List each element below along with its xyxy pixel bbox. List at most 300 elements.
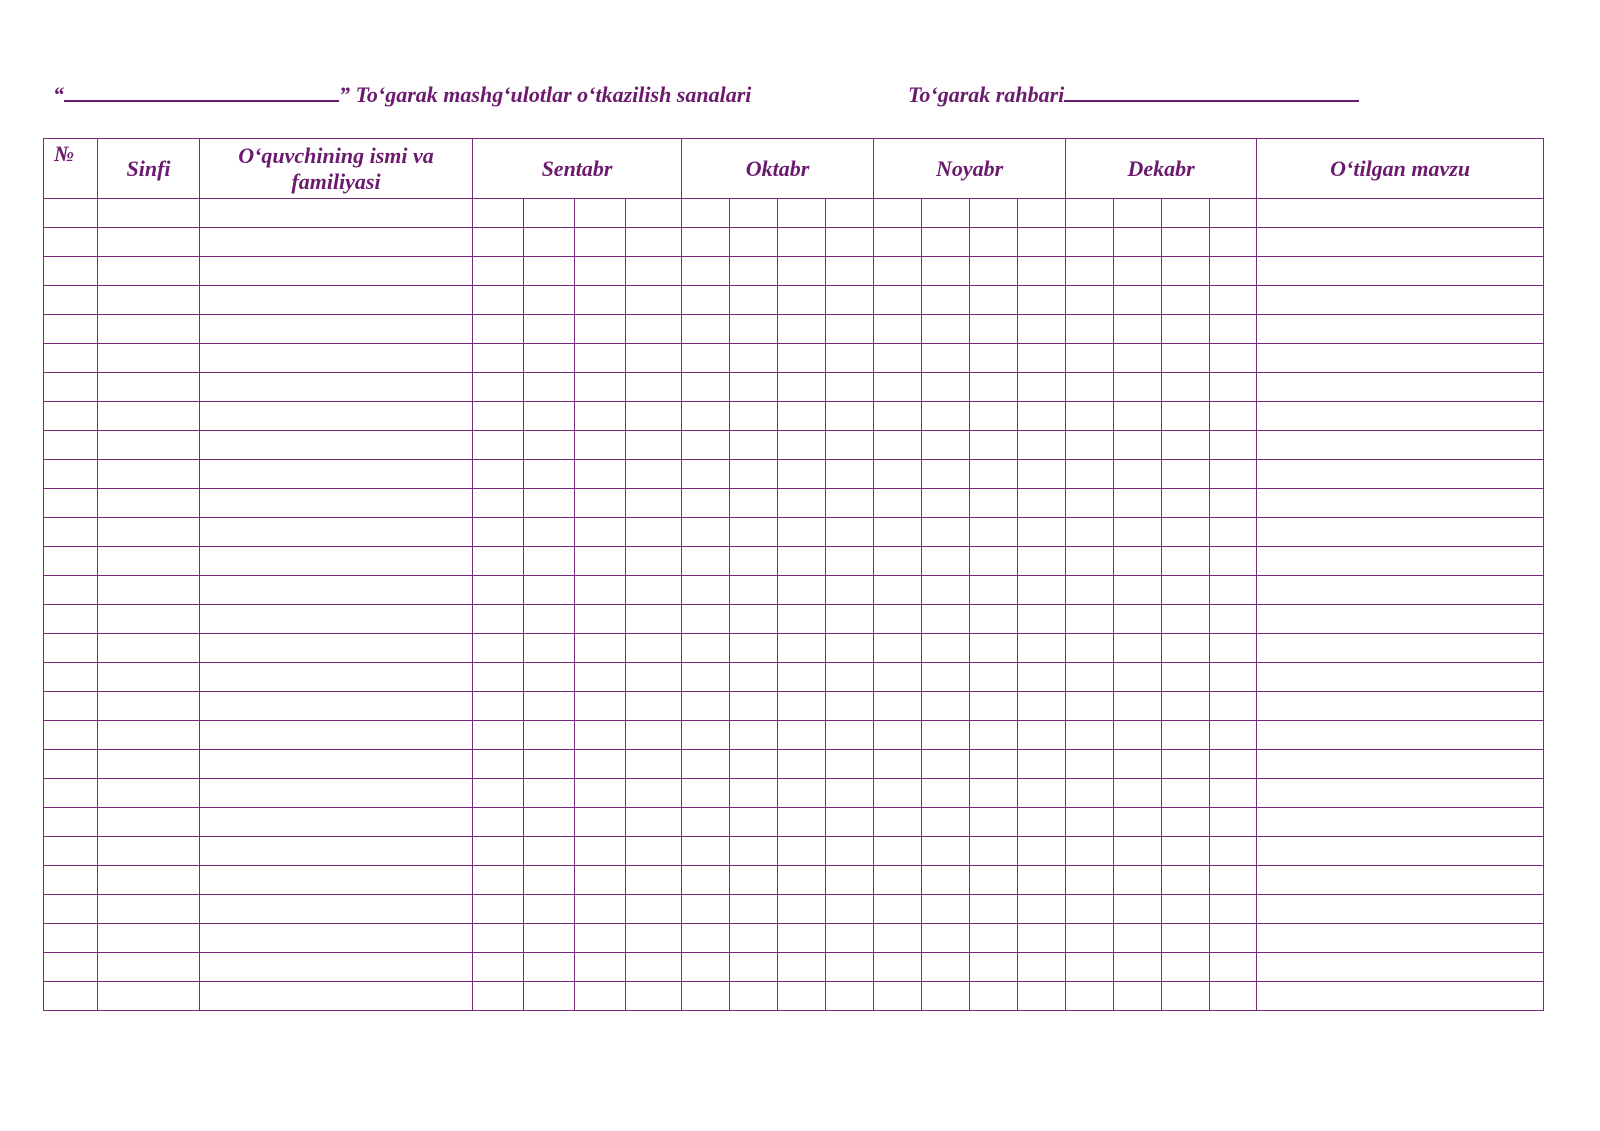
cell-class[interactable] [98,431,200,460]
cell-date-mark[interactable] [575,605,626,634]
cell-class[interactable] [98,866,200,895]
cell-date-mark[interactable] [730,605,778,634]
cell-date-mark[interactable] [826,199,874,228]
cell-date-mark[interactable] [874,808,922,837]
cell-class[interactable] [98,924,200,953]
cell-topic[interactable] [1257,808,1544,837]
cell-date-mark[interactable] [1210,199,1257,228]
cell-date-mark[interactable] [1114,634,1162,663]
cell-date-mark[interactable] [922,547,970,576]
cell-date-mark[interactable] [730,866,778,895]
cell-date-mark[interactable] [575,315,626,344]
cell-date-mark[interactable] [524,489,575,518]
cell-date-mark[interactable] [682,605,730,634]
cell-date-mark[interactable] [473,576,524,605]
cell-student-name[interactable] [200,605,473,634]
cell-date-mark[interactable] [922,344,970,373]
cell-date-mark[interactable] [575,837,626,866]
cell-date-mark[interactable] [575,779,626,808]
cell-date-mark[interactable] [1162,837,1210,866]
cell-date-mark[interactable] [970,257,1018,286]
cell-date-mark[interactable] [922,402,970,431]
cell-date-mark[interactable] [524,402,575,431]
cell-date-mark[interactable] [575,431,626,460]
cell-date-mark[interactable] [1210,315,1257,344]
cell-date-mark[interactable] [473,750,524,779]
cell-date-mark[interactable] [778,895,826,924]
cell-student-name[interactable] [200,721,473,750]
cell-date-mark[interactable] [524,634,575,663]
cell-date-mark[interactable] [874,460,922,489]
cell-date-mark[interactable] [1210,779,1257,808]
cell-date-mark[interactable] [473,605,524,634]
cell-date-mark[interactable] [473,721,524,750]
cell-number[interactable] [44,779,98,808]
cell-date-mark[interactable] [1066,460,1114,489]
cell-date-mark[interactable] [1018,779,1066,808]
cell-date-mark[interactable] [1162,373,1210,402]
cell-date-mark[interactable] [826,808,874,837]
cell-date-mark[interactable] [626,750,682,779]
cell-date-mark[interactable] [922,373,970,402]
cell-date-mark[interactable] [1066,605,1114,634]
cell-student-name[interactable] [200,750,473,779]
cell-date-mark[interactable] [575,518,626,547]
cell-date-mark[interactable] [575,257,626,286]
cell-date-mark[interactable] [826,489,874,518]
cell-date-mark[interactable] [1210,344,1257,373]
cell-number[interactable] [44,344,98,373]
cell-date-mark[interactable] [922,460,970,489]
cell-date-mark[interactable] [874,982,922,1011]
cell-class[interactable] [98,982,200,1011]
cell-date-mark[interactable] [826,750,874,779]
cell-date-mark[interactable] [1018,547,1066,576]
cell-date-mark[interactable] [730,257,778,286]
cell-date-mark[interactable] [730,895,778,924]
cell-class[interactable] [98,576,200,605]
cell-date-mark[interactable] [1114,344,1162,373]
cell-date-mark[interactable] [922,808,970,837]
cell-date-mark[interactable] [778,460,826,489]
cell-student-name[interactable] [200,808,473,837]
cell-date-mark[interactable] [730,344,778,373]
cell-date-mark[interactable] [922,837,970,866]
cell-date-mark[interactable] [626,315,682,344]
cell-date-mark[interactable] [1162,315,1210,344]
cell-date-mark[interactable] [473,460,524,489]
cell-date-mark[interactable] [524,779,575,808]
cell-date-mark[interactable] [626,402,682,431]
cell-date-mark[interactable] [1210,431,1257,460]
cell-topic[interactable] [1257,199,1544,228]
cell-class[interactable] [98,547,200,576]
cell-date-mark[interactable] [1210,721,1257,750]
cell-date-mark[interactable] [826,402,874,431]
cell-topic[interactable] [1257,518,1544,547]
cell-class[interactable] [98,460,200,489]
cell-date-mark[interactable] [730,228,778,257]
cell-date-mark[interactable] [575,286,626,315]
cell-date-mark[interactable] [970,199,1018,228]
cell-date-mark[interactable] [682,721,730,750]
cell-date-mark[interactable] [970,286,1018,315]
cell-student-name[interactable] [200,199,473,228]
cell-date-mark[interactable] [826,257,874,286]
cell-date-mark[interactable] [682,286,730,315]
cell-date-mark[interactable] [682,663,730,692]
cell-date-mark[interactable] [1018,199,1066,228]
cell-date-mark[interactable] [1210,228,1257,257]
cell-date-mark[interactable] [575,402,626,431]
cell-date-mark[interactable] [874,228,922,257]
cell-date-mark[interactable] [970,518,1018,547]
cell-student-name[interactable] [200,489,473,518]
cell-date-mark[interactable] [473,402,524,431]
cell-date-mark[interactable] [1018,431,1066,460]
cell-number[interactable] [44,460,98,489]
cell-date-mark[interactable] [1066,953,1114,982]
cell-date-mark[interactable] [473,547,524,576]
cell-date-mark[interactable] [524,953,575,982]
cell-student-name[interactable] [200,982,473,1011]
cell-date-mark[interactable] [1162,895,1210,924]
cell-date-mark[interactable] [524,576,575,605]
cell-date-mark[interactable] [970,895,1018,924]
cell-date-mark[interactable] [1018,344,1066,373]
cell-number[interactable] [44,982,98,1011]
cell-date-mark[interactable] [473,692,524,721]
cell-date-mark[interactable] [778,431,826,460]
cell-date-mark[interactable] [826,344,874,373]
cell-date-mark[interactable] [922,692,970,721]
cell-date-mark[interactable] [1210,489,1257,518]
cell-date-mark[interactable] [682,402,730,431]
cell-date-mark[interactable] [1162,199,1210,228]
cell-date-mark[interactable] [730,779,778,808]
cell-date-mark[interactable] [1114,547,1162,576]
cell-date-mark[interactable] [524,344,575,373]
cell-date-mark[interactable] [730,489,778,518]
cell-date-mark[interactable] [730,808,778,837]
cell-date-mark[interactable] [922,489,970,518]
cell-date-mark[interactable] [575,750,626,779]
cell-date-mark[interactable] [922,228,970,257]
cell-date-mark[interactable] [1114,837,1162,866]
cell-date-mark[interactable] [626,692,682,721]
cell-student-name[interactable] [200,576,473,605]
cell-class[interactable] [98,315,200,344]
cell-date-mark[interactable] [730,576,778,605]
cell-date-mark[interactable] [626,721,682,750]
cell-date-mark[interactable] [626,779,682,808]
cell-date-mark[interactable] [1066,431,1114,460]
cell-date-mark[interactable] [826,924,874,953]
cell-date-mark[interactable] [970,402,1018,431]
cell-date-mark[interactable] [575,344,626,373]
cell-student-name[interactable] [200,895,473,924]
cell-date-mark[interactable] [922,895,970,924]
cell-date-mark[interactable] [970,837,1018,866]
cell-date-mark[interactable] [730,924,778,953]
cell-date-mark[interactable] [682,750,730,779]
cell-date-mark[interactable] [874,547,922,576]
cell-class[interactable] [98,750,200,779]
cell-date-mark[interactable] [626,257,682,286]
cell-number[interactable] [44,663,98,692]
cell-date-mark[interactable] [1018,257,1066,286]
cell-date-mark[interactable] [1066,286,1114,315]
cell-date-mark[interactable] [970,373,1018,402]
cell-date-mark[interactable] [1162,663,1210,692]
cell-topic[interactable] [1257,489,1544,518]
cell-date-mark[interactable] [778,837,826,866]
cell-date-mark[interactable] [1066,692,1114,721]
cell-date-mark[interactable] [682,228,730,257]
cell-date-mark[interactable] [874,402,922,431]
cell-number[interactable] [44,924,98,953]
cell-class[interactable] [98,228,200,257]
cell-topic[interactable] [1257,373,1544,402]
cell-student-name[interactable] [200,373,473,402]
cell-date-mark[interactable] [575,460,626,489]
cell-date-mark[interactable] [626,199,682,228]
cell-date-mark[interactable] [473,489,524,518]
cell-number[interactable] [44,257,98,286]
club-name-blank[interactable] [64,80,339,102]
cell-date-mark[interactable] [778,808,826,837]
cell-date-mark[interactable] [730,373,778,402]
cell-date-mark[interactable] [730,721,778,750]
cell-date-mark[interactable] [826,228,874,257]
cell-date-mark[interactable] [575,199,626,228]
cell-date-mark[interactable] [922,779,970,808]
cell-date-mark[interactable] [1114,953,1162,982]
cell-class[interactable] [98,663,200,692]
cell-date-mark[interactable] [1018,837,1066,866]
cell-date-mark[interactable] [682,431,730,460]
cell-date-mark[interactable] [682,634,730,663]
cell-class[interactable] [98,489,200,518]
cell-date-mark[interactable] [1210,634,1257,663]
cell-date-mark[interactable] [1162,866,1210,895]
cell-date-mark[interactable] [626,373,682,402]
cell-date-mark[interactable] [682,692,730,721]
cell-class[interactable] [98,808,200,837]
cell-class[interactable] [98,634,200,663]
cell-date-mark[interactable] [1066,257,1114,286]
cell-date-mark[interactable] [874,489,922,518]
cell-student-name[interactable] [200,837,473,866]
cell-date-mark[interactable] [778,779,826,808]
cell-date-mark[interactable] [575,692,626,721]
cell-date-mark[interactable] [778,402,826,431]
cell-date-mark[interactable] [1018,460,1066,489]
cell-date-mark[interactable] [970,315,1018,344]
cell-date-mark[interactable] [1162,489,1210,518]
cell-date-mark[interactable] [1210,953,1257,982]
cell-date-mark[interactable] [473,286,524,315]
cell-date-mark[interactable] [682,518,730,547]
cell-date-mark[interactable] [1210,808,1257,837]
cell-date-mark[interactable] [626,953,682,982]
cell-class[interactable] [98,257,200,286]
cell-class[interactable] [98,605,200,634]
cell-date-mark[interactable] [778,953,826,982]
cell-date-mark[interactable] [730,402,778,431]
cell-topic[interactable] [1257,286,1544,315]
cell-student-name[interactable] [200,286,473,315]
cell-date-mark[interactable] [575,953,626,982]
cell-date-mark[interactable] [473,866,524,895]
cell-date-mark[interactable] [1066,721,1114,750]
cell-class[interactable] [98,779,200,808]
cell-student-name[interactable] [200,866,473,895]
cell-date-mark[interactable] [1210,576,1257,605]
cell-date-mark[interactable] [778,286,826,315]
cell-date-mark[interactable] [778,547,826,576]
cell-date-mark[interactable] [922,257,970,286]
cell-student-name[interactable] [200,924,473,953]
cell-number[interactable] [44,837,98,866]
cell-date-mark[interactable] [1114,605,1162,634]
cell-number[interactable] [44,576,98,605]
cell-date-mark[interactable] [473,344,524,373]
cell-date-mark[interactable] [1162,982,1210,1011]
cell-date-mark[interactable] [626,431,682,460]
cell-date-mark[interactable] [1114,924,1162,953]
cell-date-mark[interactable] [626,634,682,663]
cell-date-mark[interactable] [682,866,730,895]
cell-date-mark[interactable] [1018,286,1066,315]
cell-date-mark[interactable] [524,808,575,837]
cell-date-mark[interactable] [1018,315,1066,344]
cell-date-mark[interactable] [922,431,970,460]
cell-date-mark[interactable] [922,634,970,663]
cell-date-mark[interactable] [1210,982,1257,1011]
cell-student-name[interactable] [200,257,473,286]
cell-date-mark[interactable] [778,924,826,953]
cell-date-mark[interactable] [922,518,970,547]
cell-date-mark[interactable] [826,895,874,924]
club-leader-blank[interactable] [1064,80,1359,102]
cell-date-mark[interactable] [1210,286,1257,315]
cell-date-mark[interactable] [874,576,922,605]
cell-class[interactable] [98,895,200,924]
cell-date-mark[interactable] [1066,634,1114,663]
cell-student-name[interactable] [200,402,473,431]
cell-date-mark[interactable] [682,315,730,344]
cell-date-mark[interactable] [575,576,626,605]
cell-class[interactable] [98,402,200,431]
cell-date-mark[interactable] [874,286,922,315]
cell-date-mark[interactable] [778,228,826,257]
cell-date-mark[interactable] [682,837,730,866]
cell-date-mark[interactable] [1162,344,1210,373]
cell-date-mark[interactable] [1066,808,1114,837]
cell-date-mark[interactable] [874,315,922,344]
cell-date-mark[interactable] [1066,779,1114,808]
cell-date-mark[interactable] [524,837,575,866]
cell-date-mark[interactable] [1162,692,1210,721]
cell-date-mark[interactable] [1066,344,1114,373]
cell-topic[interactable] [1257,634,1544,663]
cell-topic[interactable] [1257,924,1544,953]
cell-date-mark[interactable] [730,518,778,547]
cell-date-mark[interactable] [1114,286,1162,315]
cell-date-mark[interactable] [524,431,575,460]
cell-date-mark[interactable] [826,779,874,808]
cell-date-mark[interactable] [730,431,778,460]
cell-date-mark[interactable] [922,315,970,344]
cell-topic[interactable] [1257,344,1544,373]
cell-date-mark[interactable] [575,228,626,257]
cell-date-mark[interactable] [778,199,826,228]
cell-date-mark[interactable] [682,779,730,808]
cell-date-mark[interactable] [874,924,922,953]
cell-date-mark[interactable] [874,199,922,228]
cell-date-mark[interactable] [778,315,826,344]
cell-date-mark[interactable] [730,634,778,663]
cell-date-mark[interactable] [524,605,575,634]
cell-number[interactable] [44,808,98,837]
cell-student-name[interactable] [200,228,473,257]
cell-date-mark[interactable] [1066,663,1114,692]
cell-date-mark[interactable] [1066,866,1114,895]
cell-date-mark[interactable] [874,866,922,895]
cell-date-mark[interactable] [826,634,874,663]
cell-date-mark[interactable] [1210,837,1257,866]
cell-date-mark[interactable] [1210,663,1257,692]
cell-date-mark[interactable] [682,576,730,605]
cell-date-mark[interactable] [1114,721,1162,750]
cell-date-mark[interactable] [970,779,1018,808]
cell-date-mark[interactable] [730,547,778,576]
cell-date-mark[interactable] [1162,431,1210,460]
cell-date-mark[interactable] [778,866,826,895]
cell-date-mark[interactable] [524,721,575,750]
cell-date-mark[interactable] [826,953,874,982]
cell-date-mark[interactable] [1162,460,1210,489]
cell-date-mark[interactable] [1066,750,1114,779]
cell-date-mark[interactable] [1066,924,1114,953]
cell-date-mark[interactable] [970,460,1018,489]
cell-topic[interactable] [1257,721,1544,750]
cell-number[interactable] [44,431,98,460]
cell-date-mark[interactable] [682,460,730,489]
cell-student-name[interactable] [200,431,473,460]
cell-date-mark[interactable] [874,431,922,460]
cell-date-mark[interactable] [473,228,524,257]
cell-student-name[interactable] [200,779,473,808]
cell-date-mark[interactable] [1066,576,1114,605]
cell-date-mark[interactable] [524,518,575,547]
cell-date-mark[interactable] [682,199,730,228]
cell-date-mark[interactable] [826,866,874,895]
cell-date-mark[interactable] [922,286,970,315]
cell-class[interactable] [98,344,200,373]
cell-date-mark[interactable] [1162,779,1210,808]
cell-date-mark[interactable] [922,721,970,750]
cell-date-mark[interactable] [970,982,1018,1011]
cell-date-mark[interactable] [1114,808,1162,837]
cell-date-mark[interactable] [626,895,682,924]
cell-date-mark[interactable] [874,373,922,402]
cell-date-mark[interactable] [626,286,682,315]
cell-date-mark[interactable] [1114,199,1162,228]
cell-date-mark[interactable] [626,518,682,547]
cell-date-mark[interactable] [1114,663,1162,692]
